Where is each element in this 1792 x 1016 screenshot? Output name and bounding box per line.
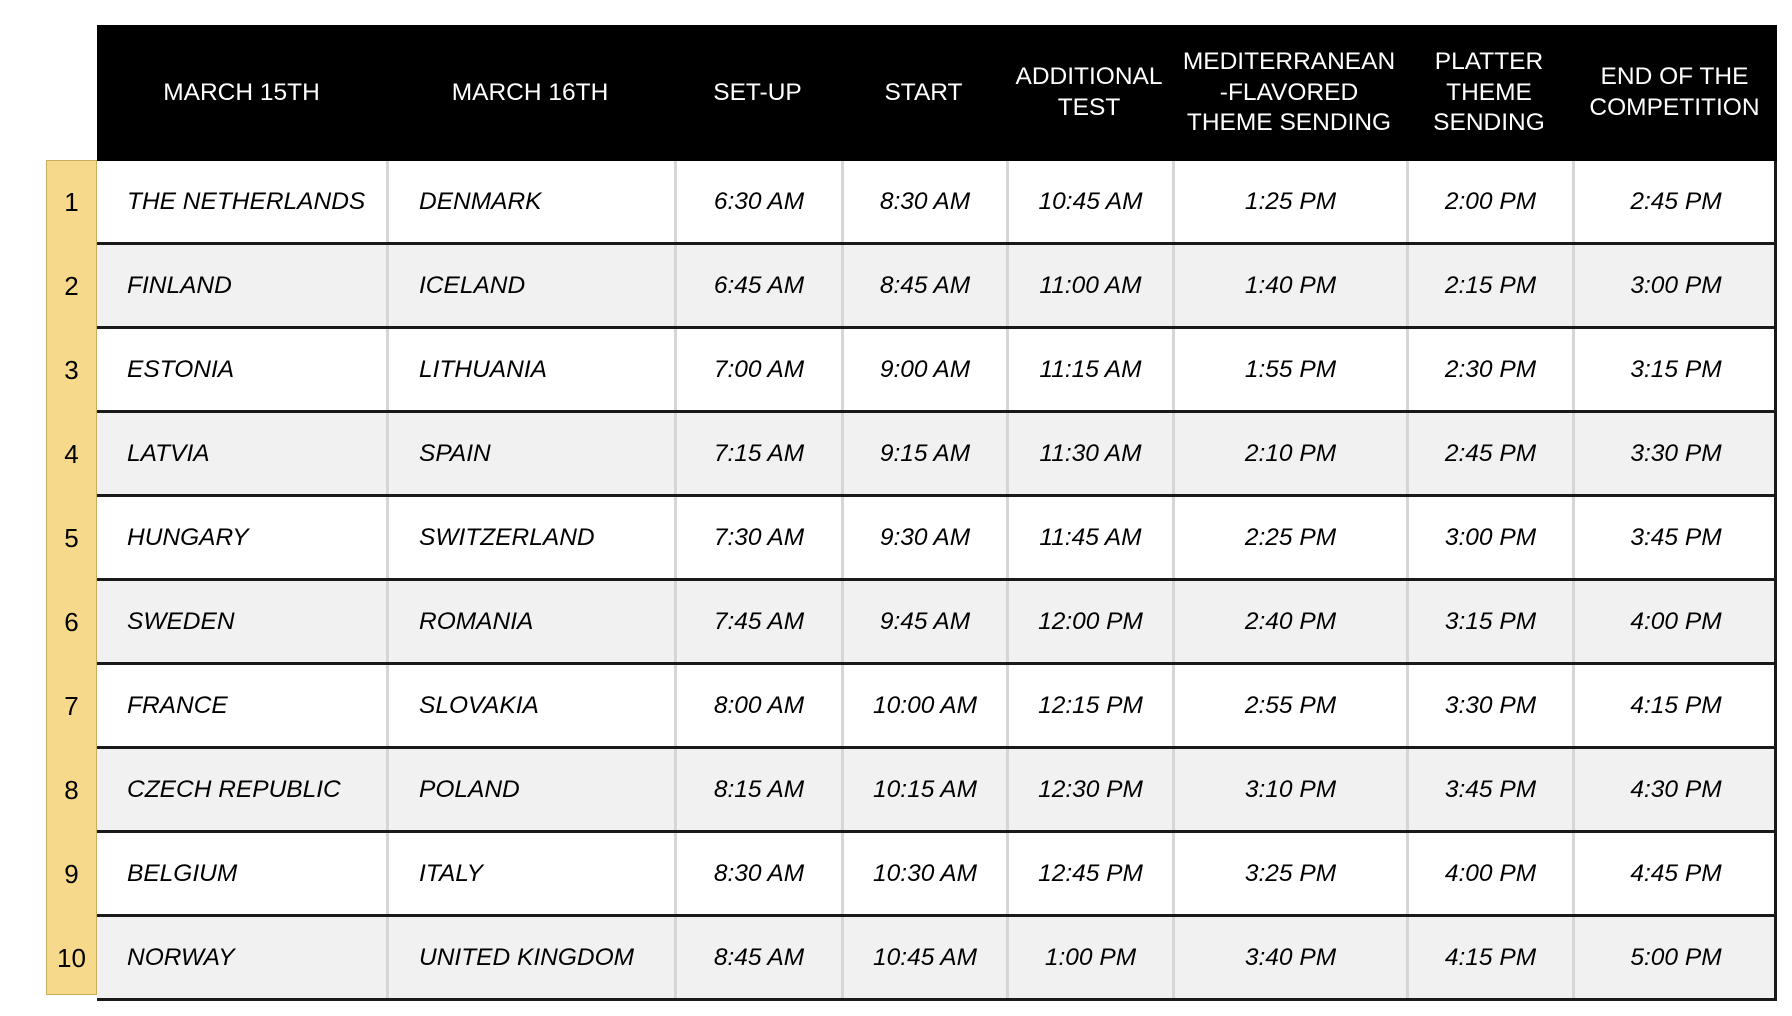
table-cell: SWEDEN bbox=[127, 607, 235, 635]
table-right-border bbox=[1774, 161, 1777, 1001]
column-header-line: MARCH 16TH bbox=[451, 78, 609, 106]
table-cell: 3:00 PM bbox=[1406, 497, 1572, 578]
column-header-line: SENDING bbox=[1433, 109, 1545, 137]
table-cell: 4:30 PM bbox=[1572, 749, 1777, 830]
row-number: 3 bbox=[64, 355, 79, 385]
column-header-1 bbox=[97, 25, 386, 161]
table-cell: 3:40 PM bbox=[1172, 917, 1406, 998]
table-cell: 3:15 PM bbox=[1406, 581, 1572, 662]
column-header-line: START bbox=[884, 78, 963, 106]
row-number: 4 bbox=[64, 439, 79, 469]
table-cell: 10:15 AM bbox=[841, 749, 1006, 830]
table-cell: 3:45 PM bbox=[1406, 749, 1572, 830]
table-cell: 6:30 AM bbox=[674, 161, 841, 242]
table-row bbox=[97, 413, 1777, 497]
column-header-line: END OF THE bbox=[1600, 63, 1749, 91]
table-cell: 6:45 AM bbox=[674, 245, 841, 326]
table-cell: 1:55 PM bbox=[1172, 329, 1406, 410]
table-cell: 1:25 PM bbox=[1172, 161, 1406, 242]
table-cell: BELGIUM bbox=[127, 859, 238, 887]
table-cell: 7:30 AM bbox=[674, 497, 841, 578]
row-number: 7 bbox=[64, 691, 79, 721]
table-cell: HUNGARY bbox=[127, 523, 249, 551]
column-header-line: THEME bbox=[1446, 78, 1532, 106]
column-header-7 bbox=[1406, 25, 1572, 161]
column-header-line: MEDITERRANEAN bbox=[1182, 48, 1396, 76]
table-cell: 9:45 AM bbox=[841, 581, 1006, 662]
table-cell: 9:30 AM bbox=[841, 497, 1006, 578]
table-cell: 3:45 PM bbox=[1572, 497, 1777, 578]
column-header-3 bbox=[674, 25, 841, 161]
table-cell: CZECH REPUBLIC bbox=[127, 775, 341, 803]
table-cell: 2:00 PM bbox=[1406, 161, 1572, 242]
table-cell: 3:10 PM bbox=[1172, 749, 1406, 830]
table-cell: ITALY bbox=[386, 833, 674, 914]
table-cell: 3:25 PM bbox=[1172, 833, 1406, 914]
table-cell: 10:45 AM bbox=[1006, 161, 1172, 242]
table-cell: 12:00 PM bbox=[1006, 581, 1172, 662]
row-number: 9 bbox=[64, 859, 79, 889]
table-row bbox=[97, 329, 1777, 413]
column-header-line: PLATTER bbox=[1434, 48, 1544, 76]
column-header-line: TEST bbox=[1057, 94, 1121, 121]
table-cell: 8:45 AM bbox=[674, 917, 841, 998]
table-cell: THE NETHERLANDS bbox=[127, 187, 366, 215]
row-number: 5 bbox=[64, 523, 79, 553]
row-number: 1 bbox=[64, 187, 79, 217]
table-cell: 11:30 AM bbox=[1006, 413, 1172, 494]
table-cell: 4:45 PM bbox=[1572, 833, 1777, 914]
table-cell: 9:15 AM bbox=[841, 413, 1006, 494]
column-header-line: -FLAVORED bbox=[1219, 78, 1359, 106]
table-cell: 10:30 AM bbox=[841, 833, 1006, 914]
table-cell: 4:15 PM bbox=[1572, 665, 1777, 746]
table-row bbox=[97, 833, 1777, 917]
table-cell: FRANCE bbox=[127, 691, 228, 719]
table-row bbox=[97, 917, 1777, 1001]
table-cell: LATVIA bbox=[127, 439, 210, 467]
table-cell: 11:00 AM bbox=[1006, 245, 1172, 326]
column-header-5 bbox=[1006, 25, 1172, 161]
table-cell: 2:25 PM bbox=[1172, 497, 1406, 578]
row-number: 2 bbox=[64, 271, 79, 301]
table-row bbox=[97, 665, 1777, 749]
table-row bbox=[97, 161, 1777, 245]
table-cell: 5:00 PM bbox=[1572, 917, 1777, 998]
column-header-6 bbox=[1172, 25, 1406, 161]
row-number: 10 bbox=[57, 943, 86, 973]
table-cell: 2:45 PM bbox=[1572, 161, 1777, 242]
table-cell: 2:55 PM bbox=[1172, 665, 1406, 746]
table-cell: DENMARK bbox=[386, 161, 674, 242]
table-cell: 11:45 AM bbox=[1006, 497, 1172, 578]
table-cell: 3:15 PM bbox=[1572, 329, 1777, 410]
table-cell: 1:40 PM bbox=[1172, 245, 1406, 326]
table-cell: SWITZERLAND bbox=[386, 497, 674, 578]
table-cell: 8:45 AM bbox=[841, 245, 1006, 326]
table-cell: 2:30 PM bbox=[1406, 329, 1572, 410]
table-cell: 12:45 PM bbox=[1006, 833, 1172, 914]
column-header-8 bbox=[1572, 25, 1777, 161]
table-cell: 12:15 PM bbox=[1006, 665, 1172, 746]
table-cell: NORWAY bbox=[127, 943, 235, 971]
column-header-line: COMPETITION bbox=[1589, 94, 1760, 121]
table-row bbox=[97, 245, 1777, 329]
table-cell: 11:15 AM bbox=[1006, 329, 1172, 410]
table-cell: 12:30 PM bbox=[1006, 749, 1172, 830]
column-header-4 bbox=[841, 25, 1006, 161]
table-cell: 4:15 PM bbox=[1406, 917, 1572, 998]
row-number: 6 bbox=[64, 607, 79, 637]
table-cell: 8:15 AM bbox=[674, 749, 841, 830]
table-cell: 8:30 AM bbox=[841, 161, 1006, 242]
table-cell: FINLAND bbox=[127, 271, 232, 299]
table-cell: 2:40 PM bbox=[1172, 581, 1406, 662]
table-cell: LITHUANIA bbox=[386, 329, 674, 410]
column-header-line: MARCH 15TH bbox=[163, 78, 320, 106]
table-row bbox=[97, 581, 1777, 665]
table-cell: 10:00 AM bbox=[841, 665, 1006, 746]
table-cell: SPAIN bbox=[386, 413, 674, 494]
table-cell: UNITED KINGDOM bbox=[386, 917, 674, 998]
table-cell: 9:00 AM bbox=[841, 329, 1006, 410]
table-cell: ICELAND bbox=[386, 245, 674, 326]
table-cell: ROMANIA bbox=[386, 581, 674, 662]
table-row bbox=[97, 497, 1777, 581]
table-cell: POLAND bbox=[386, 749, 674, 830]
table-cell: 4:00 PM bbox=[1572, 581, 1777, 662]
table-cell: 2:10 PM bbox=[1172, 413, 1406, 494]
row-number-strip bbox=[46, 160, 97, 995]
table-cell: 3:30 PM bbox=[1406, 665, 1572, 746]
row-number: 8 bbox=[64, 775, 79, 805]
table-cell: SLOVAKIA bbox=[386, 665, 674, 746]
table-cell: ESTONIA bbox=[127, 355, 235, 383]
table-cell: 10:45 AM bbox=[841, 917, 1006, 998]
table-cell: 7:45 AM bbox=[674, 581, 841, 662]
table-cell: 1:00 PM bbox=[1006, 917, 1172, 998]
table-cell: 7:00 AM bbox=[674, 329, 841, 410]
table-cell: 4:00 PM bbox=[1406, 833, 1572, 914]
table-cell: 8:30 AM bbox=[674, 833, 841, 914]
table-cell: 2:15 PM bbox=[1406, 245, 1572, 326]
column-header-line: SET-UP bbox=[713, 78, 802, 106]
table-cell: 8:00 AM bbox=[674, 665, 841, 746]
table-cell: 2:45 PM bbox=[1406, 413, 1572, 494]
table-cell: 3:30 PM bbox=[1572, 413, 1777, 494]
schedule-header bbox=[97, 25, 1777, 161]
table-row bbox=[97, 749, 1777, 833]
table-cell: 3:00 PM bbox=[1572, 245, 1777, 326]
column-header-line: ADDITIONAL bbox=[1015, 63, 1163, 91]
column-header-line: THEME SENDING bbox=[1186, 109, 1392, 137]
column-header-2 bbox=[386, 25, 674, 161]
table-cell: 7:15 AM bbox=[674, 413, 841, 494]
